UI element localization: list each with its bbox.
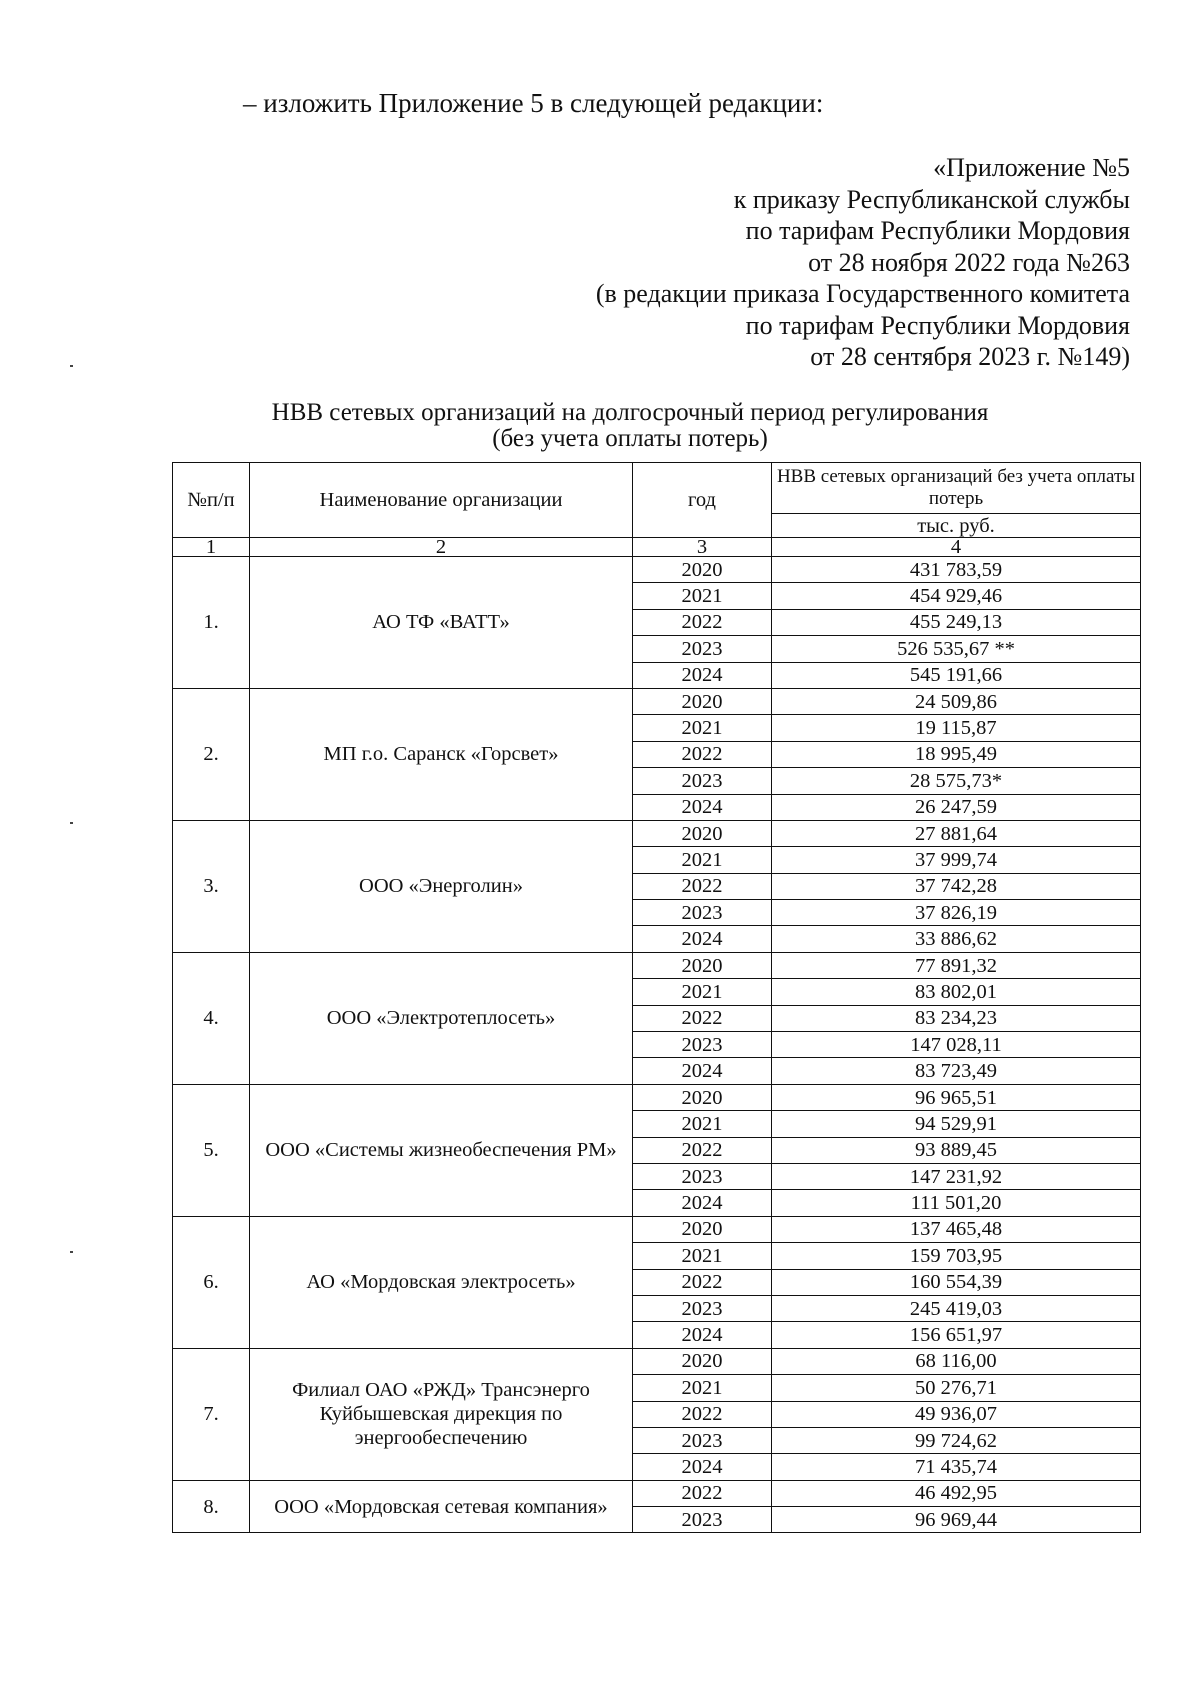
value-cell: 455 249,13 <box>772 609 1141 635</box>
table-row <box>173 1216 1141 1242</box>
value-cell: 33 886,62 <box>772 926 1141 952</box>
year-cell: 2023 <box>633 1163 772 1189</box>
appendix-line: от 28 ноября 2022 года №263 <box>808 247 1130 277</box>
year-cell: 2020 <box>633 1216 772 1242</box>
year-cell: 2020 <box>633 688 772 714</box>
org-number: 1. <box>173 557 250 689</box>
org-number: 7. <box>173 1348 250 1480</box>
value-cell: 49 936,07 <box>772 1401 1141 1427</box>
header-name: Наименование организации <box>250 463 633 538</box>
year-cell: 2022 <box>633 1401 772 1427</box>
table-row <box>173 1348 1141 1374</box>
column-number: 1 <box>173 538 250 557</box>
value-cell: 28 575,73* <box>772 768 1141 794</box>
year-cell: 2023 <box>633 1295 772 1321</box>
table-row <box>173 1084 1141 1110</box>
value-cell: 526 535,67 ** <box>772 636 1141 662</box>
value-cell: 431 783,59 <box>772 557 1141 583</box>
appendix-line: от 28 сентября 2023 г. №149) <box>810 342 1130 371</box>
value-cell: 27 881,64 <box>772 820 1141 846</box>
appendix-line: «Приложение №5 <box>933 153 1130 182</box>
table-title-line-2: (без учета оплаты потерь) <box>492 425 768 452</box>
org-name: АО ТФ «ВАТТ» <box>250 557 633 689</box>
year-cell: 2021 <box>633 979 772 1005</box>
org-number: 8. <box>173 1480 250 1533</box>
year-cell: 2024 <box>633 794 772 820</box>
year-cell: 2022 <box>633 609 772 635</box>
value-cell: 160 554,39 <box>772 1269 1141 1295</box>
table-row <box>173 952 1141 978</box>
header-num: №п/п <box>173 463 250 538</box>
value-cell: 147 231,92 <box>772 1163 1141 1189</box>
year-cell: 2021 <box>633 847 772 873</box>
value-cell: 46 492,95 <box>772 1480 1141 1506</box>
year-cell: 2021 <box>633 583 772 609</box>
year-cell: 2024 <box>633 1322 772 1348</box>
value-cell: 99 724,62 <box>772 1427 1141 1453</box>
scan-mark <box>70 822 73 824</box>
year-cell: 2023 <box>633 1427 772 1453</box>
appendix-line: по тарифам Республики Мордовия <box>745 310 1130 340</box>
org-name: ООО «Системы жизнеобеспечения РМ» <box>250 1084 633 1216</box>
value-cell: 83 802,01 <box>772 979 1141 1005</box>
appendix-heading <box>596 152 1130 373</box>
year-cell: 2020 <box>633 820 772 846</box>
value-cell: 24 509,86 <box>772 688 1141 714</box>
table-row <box>173 688 1141 714</box>
value-cell: 111 501,20 <box>772 1190 1141 1216</box>
nvv-table <box>172 462 1141 1533</box>
value-cell: 71 435,74 <box>772 1454 1141 1480</box>
appendix-line: (в редакции приказа Государственного комитета <box>595 279 1130 308</box>
appendix-line: по тарифам Республики Мордовия <box>745 216 1130 245</box>
year-cell: 2023 <box>633 636 772 662</box>
column-number: 2 <box>250 538 633 557</box>
table-title-line-1: НВВ сетевых организаций на долгосрочный период регулирования <box>271 399 989 426</box>
year-cell: 2022 <box>633 741 772 767</box>
year-cell: 2024 <box>633 926 772 952</box>
year-cell: 2023 <box>633 900 772 926</box>
org-name: Филиал ОАО «РЖД» Трансэнерго Куйбышевская дирекция по энергообеспечению <box>250 1348 633 1480</box>
org-number: 3. <box>173 820 250 952</box>
value-cell: 147 028,11 <box>772 1032 1141 1058</box>
value-cell: 94 529,91 <box>772 1111 1141 1137</box>
value-cell: 77 891,32 <box>772 952 1141 978</box>
value-cell: 156 651,97 <box>772 1322 1141 1348</box>
value-cell: 96 969,44 <box>772 1507 1141 1533</box>
scan-mark <box>70 1251 73 1253</box>
org-number: 2. <box>173 688 250 820</box>
value-cell: 454 929,46 <box>772 583 1141 609</box>
table-row <box>173 557 1141 583</box>
org-name: АО «Мордовская электросеть» <box>250 1216 633 1348</box>
year-cell: 2022 <box>633 873 772 899</box>
year-cell: 2021 <box>633 1243 772 1269</box>
value-cell: 545 191,66 <box>772 662 1141 688</box>
org-name: МП г.о. Саранск «Горсвет» <box>250 688 633 820</box>
value-cell: 93 889,45 <box>772 1137 1141 1163</box>
value-cell: 245 419,03 <box>772 1295 1141 1321</box>
value-cell: 19 115,87 <box>772 715 1141 741</box>
table-title <box>180 400 1080 452</box>
table-row <box>173 820 1141 846</box>
value-cell: 18 995,49 <box>772 741 1141 767</box>
header-unit: тыс. руб. <box>772 514 1141 538</box>
year-cell: 2023 <box>633 768 772 794</box>
year-cell: 2023 <box>633 1032 772 1058</box>
value-cell: 26 247,59 <box>772 794 1141 820</box>
year-cell: 2020 <box>633 952 772 978</box>
value-cell: 50 276,71 <box>772 1375 1141 1401</box>
value-cell: 37 826,19 <box>772 900 1141 926</box>
year-cell: 2020 <box>633 1084 772 1110</box>
column-number: 4 <box>772 538 1141 557</box>
value-cell: 37 999,74 <box>772 847 1141 873</box>
year-cell: 2022 <box>633 1005 772 1031</box>
value-cell: 137 465,48 <box>772 1216 1141 1242</box>
org-number: 6. <box>173 1216 250 1348</box>
value-cell: 68 116,00 <box>772 1348 1141 1374</box>
year-cell: 2024 <box>633 662 772 688</box>
year-cell: 2020 <box>633 557 772 583</box>
org-number: 4. <box>173 952 250 1084</box>
year-cell: 2024 <box>633 1190 772 1216</box>
header-value: НВВ сетевых организаций без учета оплаты потерь <box>772 463 1141 514</box>
value-cell: 96 965,51 <box>772 1084 1141 1110</box>
year-cell: 2020 <box>633 1348 772 1374</box>
year-cell: 2024 <box>633 1058 772 1084</box>
value-cell: 83 234,23 <box>772 1005 1141 1031</box>
year-cell: 2022 <box>633 1480 772 1506</box>
org-name: ООО «Энерголин» <box>250 820 633 952</box>
year-cell: 2021 <box>633 1375 772 1401</box>
year-cell: 2024 <box>633 1454 772 1480</box>
value-cell: 159 703,95 <box>772 1243 1141 1269</box>
header-year: год <box>633 463 772 538</box>
appendix-line: к приказу Республиканской службы <box>733 184 1130 214</box>
value-cell: 83 723,49 <box>772 1058 1141 1084</box>
org-name: ООО «Мордовская сетевая компания» <box>250 1480 633 1533</box>
year-cell: 2021 <box>633 715 772 741</box>
year-cell: 2021 <box>633 1111 772 1137</box>
year-cell: 2022 <box>633 1269 772 1295</box>
table-header-row <box>173 463 1141 514</box>
year-cell: 2023 <box>633 1507 772 1533</box>
table-row <box>173 1480 1141 1506</box>
column-number-row <box>173 538 1141 557</box>
org-name: ООО «Электротеплосеть» <box>250 952 633 1084</box>
intro-instruction: – изложить Приложение 5 в следующей редакции: <box>243 88 824 118</box>
column-number: 3 <box>633 538 772 557</box>
year-cell: 2022 <box>633 1137 772 1163</box>
org-number: 5. <box>173 1084 250 1216</box>
value-cell: 37 742,28 <box>772 873 1141 899</box>
scan-mark <box>70 365 73 367</box>
